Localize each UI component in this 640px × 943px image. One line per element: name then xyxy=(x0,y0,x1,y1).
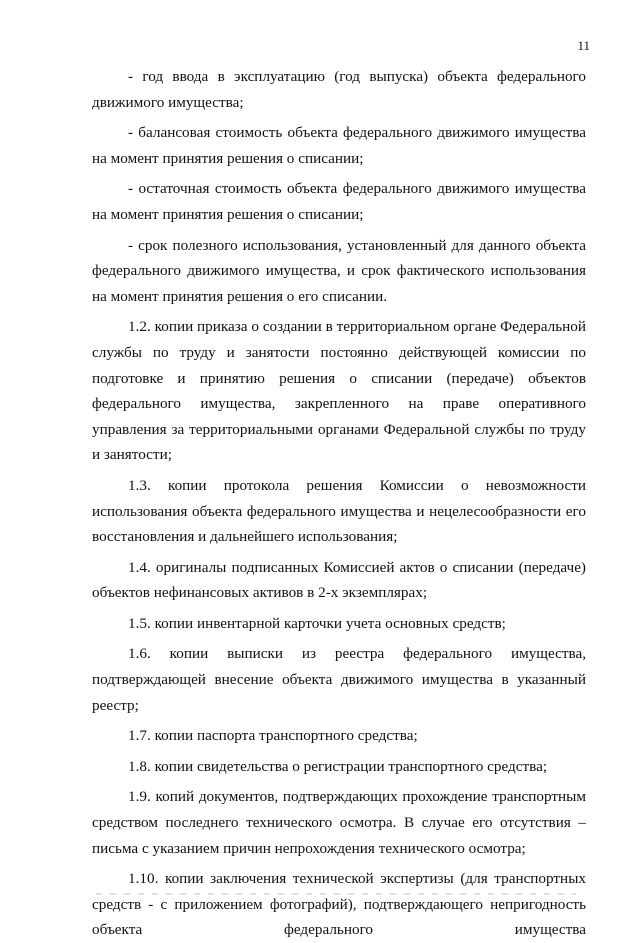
paragraph-commissioning-year: - год ввода в эксплуатацию (год выпуска) объекта федерального движимого имущества; xyxy=(92,68,586,111)
paragraph-item-1-2: 1.2. копии приказа о создании в территориальном органе Федеральной службы по труду и занятости постоянно действующей комиссии по подготовке и принятию решения о списании (передаче) объектов федерального имущества, закрепленного на праве оперативного управления за территориальными органами Федеральной службы по труду и занятости; xyxy=(92,318,586,464)
paragraph-item-1-5: 1.5. копии инвентарной карточки учета основных средств; xyxy=(128,614,506,632)
scan-artifact xyxy=(96,893,576,895)
paragraph-item-1-10: 1.10. копии заключения технической экспертизы (для транспортных средств - с приложением фотографий), подтверждающего непригодность объекта федерального имущества xyxy=(92,870,586,939)
page-number: 11 xyxy=(577,38,590,53)
paragraph-item-1-9: 1.9. копий документов, подтверждающих прохождение транспортным средством последнего технического осмотра. В случае его отсутствия – письма с указанием причин непрохождения технического осмотра; xyxy=(92,788,586,857)
paragraph-item-1-6: 1.6. копии выписки из реестра федерального имущества, подтверждающей внесение объекта движимого имущества в указанный реестр; xyxy=(92,645,586,714)
paragraph-book-value: - балансовая стоимость объекта федерального движимого имущества на момент принятия решения о списании; xyxy=(92,124,586,167)
paragraph-item-1-8: 1.8. копии свидетельства о регистрации транспортного средства; xyxy=(128,757,548,775)
paragraph-item-1-4: 1.4. оригиналы подписанных Комиссией актов о списании (передаче) объектов нефинансовых активов в 2-х экземплярах; xyxy=(92,558,586,602)
paragraph-item-1-3: 1.3. копии протокола решения Комиссии о невозможности использования объекта федерального имущества и нецелесообразности его восстановления и дальнейшего использования; xyxy=(92,476,586,546)
paragraph-useful-life: - срок полезного использования, установленный для данного объекта федерального движимого имущества, и срок фактического использования на момент принятия решения о его списании. xyxy=(92,236,586,305)
document-body xyxy=(92,64,586,943)
paragraph-residual-value: - остаточная стоимость объекта федерального движимого имущества на момент принятия решения о списании; xyxy=(92,180,586,223)
paragraph-item-1-7: 1.7. копии паспорта транспортного средства; xyxy=(128,727,418,745)
